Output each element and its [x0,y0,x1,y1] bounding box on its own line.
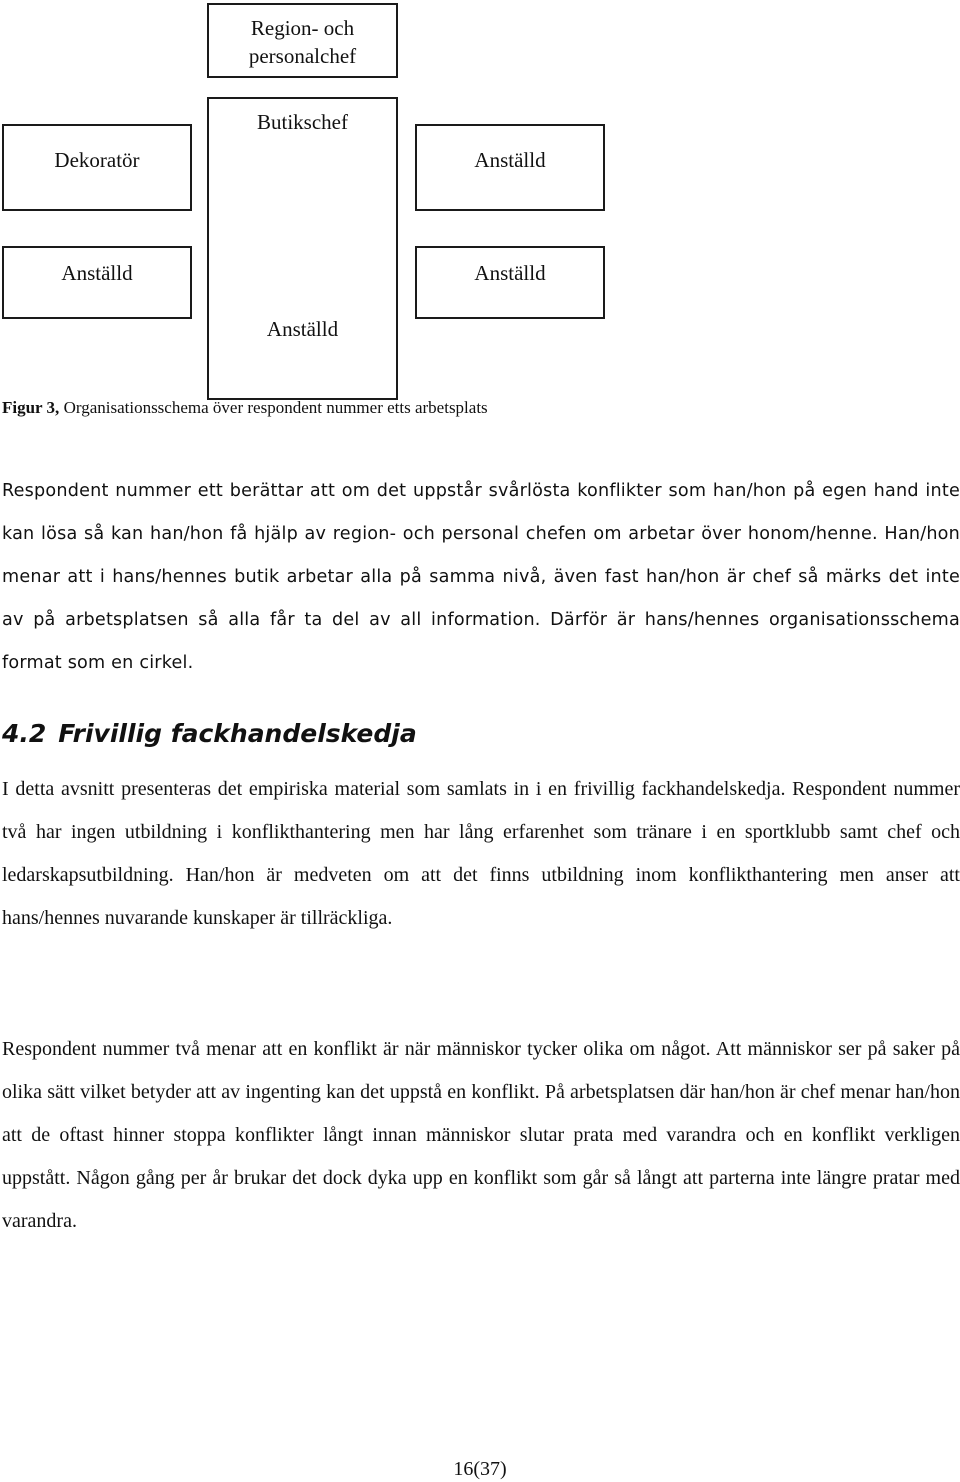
org-box-dekorator [2,124,192,211]
org-label-region-personalchef: Region- och personalchef [248,16,357,68]
org-label-anstalld-right-top: Anställd [474,148,546,172]
paragraph-section-intro: I detta avsnitt presenteras det empiriska material som samlats in i en frivillig fackhandelskedja. Respondent nummer två har ingen utbildning i konflikthantering men har lång erfarenhet som tränare i en sportklubb samt chef och ledarskapsutbildning. Han/hon är medveten om att det finns utbildning inom konflikthantering men anser att hans/hennes nuvarande kunskaper är tillräckliga. [2,778,960,929]
org-label-anstalld-left-bottom: Anställd [61,261,133,285]
figure-caption-label: Figur 3, [2,398,60,417]
org-box-anstalld-left-bottom [2,246,192,319]
org-label-dekorator: Dekoratör [54,148,140,172]
org-box-butikschef [207,97,398,400]
org-box-anstalld-right-bottom [415,246,605,319]
section-heading [2,716,417,752]
section-title: Frivillig fackhandelskedja [58,719,417,748]
org-label-butikschef: Butikschef [257,110,348,134]
org-box-anstalld-right-top [415,124,605,211]
paragraph-respondent-two: Respondent nummer två menar att en konflikt är när människor tycker olika om något. Att människor ser på saker på olika sätt vilket betyder att av ingenting kan det uppstå en konflikt. På arbetsplatsen där han/hon är chef menar han/hon att de oftast hinner stoppa konflikter långt innan människor slutar prata med varandra och en konflikt verkligen uppstått. Någon gång per år brukar det dock dyka upp en konflikt som går så långt att parterna inte längre pratar med varandra. [2,1038,960,1232]
org-label-bottom-anstalld: Anställd [266,317,339,341]
org-box-region-personalchef [207,3,398,78]
section-number: 4.2 [2,719,47,748]
paragraph-respondent-one: Respondent nummer ett berättar att om det uppstår svårlösta konflikter som han/hon på egen hand inte kan lösa så kan han/hon få hjälp av region- och personal chefen om arbetar över honom/henne. Han/hon menar att i hans/hennes butik arbetar alla på samma nivå, även fast han/hon är chef så märks det inte av på arbetsplatsen så alla får ta del av all information. Därför är hans/hennes organisationsschema format som en cirkel. [2,481,960,673]
page-number: 16(37) [453,1458,507,1480]
figure-caption-text: Organisationsschema över respondent nummer etts arbetsplats [59,398,488,417]
org-label-anstalld-right-bottom: Anställd [474,261,546,285]
figure-caption [2,396,488,420]
